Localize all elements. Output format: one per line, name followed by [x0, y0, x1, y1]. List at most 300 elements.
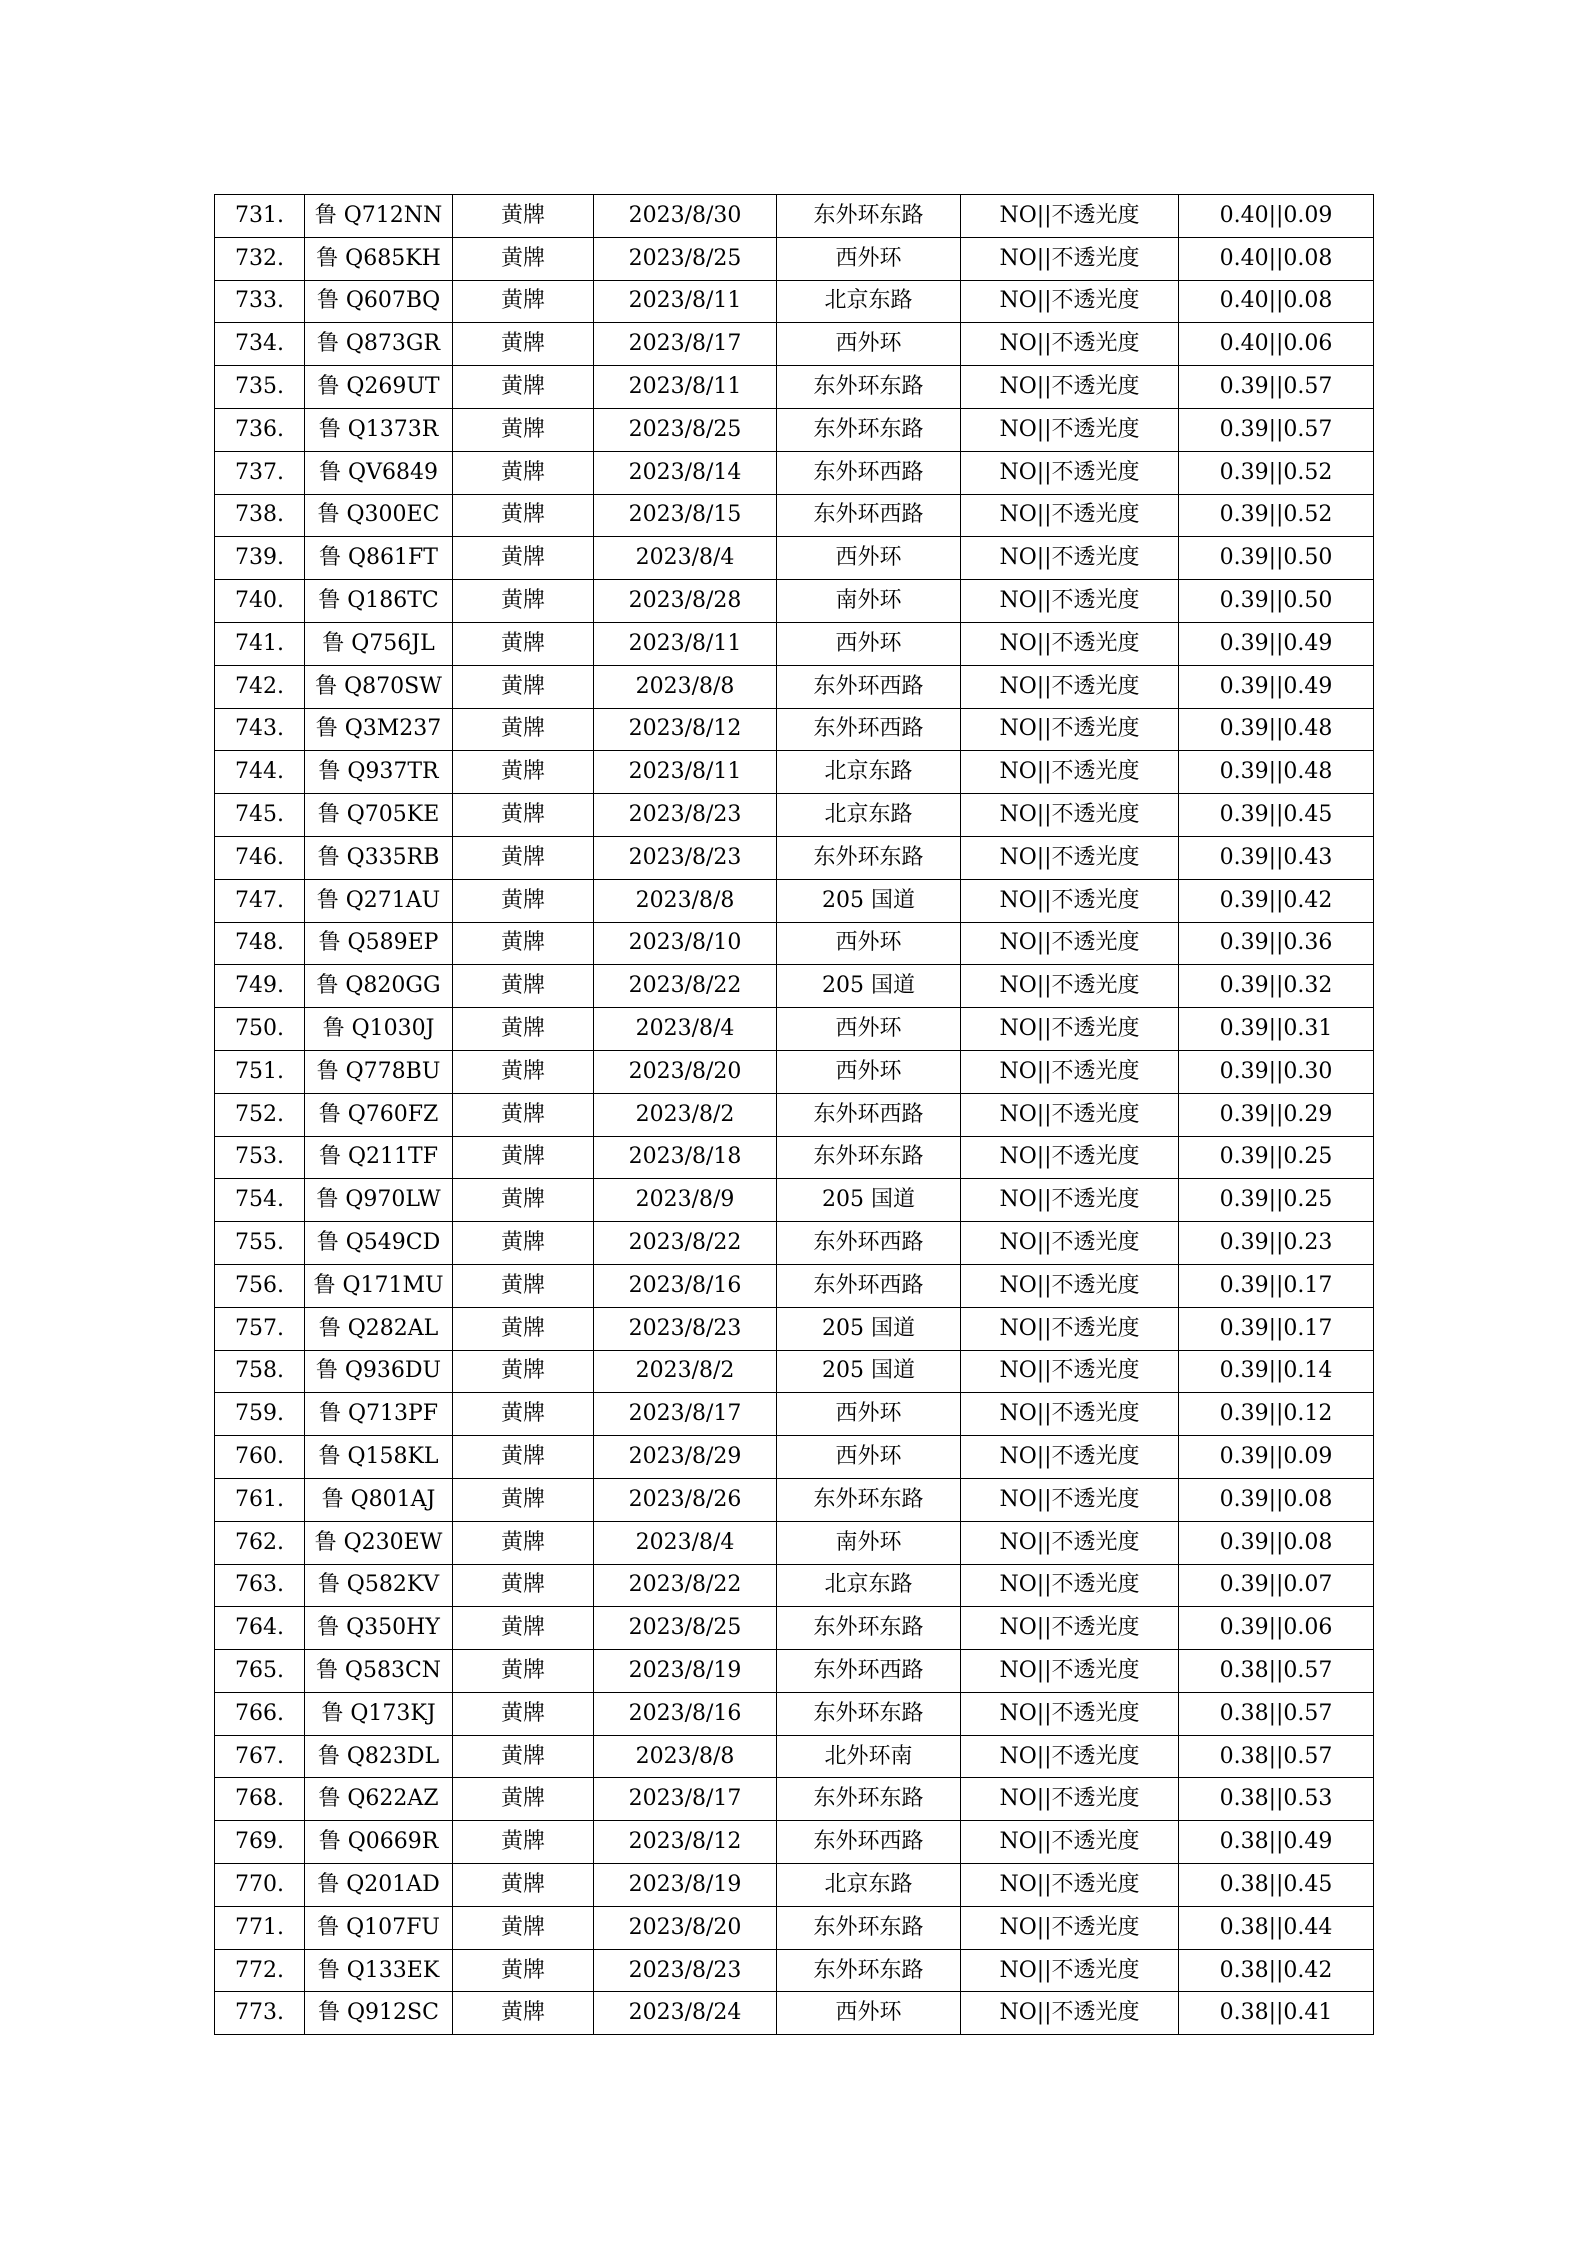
- row-index-cell: 737.: [215, 451, 305, 494]
- test-item-cell: NO||不透光度: [961, 580, 1179, 623]
- test-value-cell: 0.39||0.32: [1179, 965, 1374, 1008]
- test-item-cell: NO||不透光度: [961, 366, 1179, 409]
- test-item-cell: NO||不透光度: [961, 794, 1179, 837]
- location-cell: 北京东路: [777, 1564, 961, 1607]
- date-cell: 2023/8/12: [594, 1821, 777, 1864]
- plate-number-cell: 鲁 Q937TR: [305, 751, 453, 794]
- table-row: [215, 965, 1374, 1008]
- row-index-cell: 772.: [215, 1949, 305, 1992]
- date-cell: 2023/8/15: [594, 494, 777, 537]
- location-cell: 北京东路: [777, 794, 961, 837]
- test-item-cell: NO||不透光度: [961, 408, 1179, 451]
- plate-number-cell: 鲁 Q0669R: [305, 1821, 453, 1864]
- table-row: [215, 922, 1374, 965]
- records-table: [214, 194, 1374, 2035]
- date-cell: 2023/8/11: [594, 751, 777, 794]
- plate-number-cell: 鲁 Q582KV: [305, 1564, 453, 1607]
- plate-number-cell: 鲁 Q133EK: [305, 1949, 453, 1992]
- test-value-cell: 0.39||0.29: [1179, 1093, 1374, 1136]
- test-value-cell: 0.40||0.06: [1179, 323, 1374, 366]
- row-index-cell: 752.: [215, 1093, 305, 1136]
- plate-color-cell: 黄牌: [453, 580, 594, 623]
- date-cell: 2023/8/22: [594, 965, 777, 1008]
- date-cell: 2023/8/11: [594, 622, 777, 665]
- test-item-cell: NO||不透光度: [961, 537, 1179, 580]
- date-cell: 2023/8/9: [594, 1179, 777, 1222]
- plate-number-cell: 鲁 Q271AU: [305, 879, 453, 922]
- row-index-cell: 744.: [215, 751, 305, 794]
- row-index-cell: 758.: [215, 1350, 305, 1393]
- row-index-cell: 741.: [215, 622, 305, 665]
- test-value-cell: 0.39||0.36: [1179, 922, 1374, 965]
- test-value-cell: 0.39||0.08: [1179, 1478, 1374, 1521]
- location-cell: 东外环西路: [777, 1093, 961, 1136]
- plate-number-cell: 鲁 Q622AZ: [305, 1778, 453, 1821]
- location-cell: 西外环: [777, 622, 961, 665]
- test-item-cell: NO||不透光度: [961, 836, 1179, 879]
- table-row: [215, 1478, 1374, 1521]
- row-index-cell: 768.: [215, 1778, 305, 1821]
- plate-number-cell: 鲁 Q912SC: [305, 1992, 453, 2035]
- test-value-cell: 0.38||0.41: [1179, 1992, 1374, 2035]
- plate-color-cell: 黄牌: [453, 237, 594, 280]
- plate-color-cell: 黄牌: [453, 1564, 594, 1607]
- test-item-cell: NO||不透光度: [961, 965, 1179, 1008]
- row-index-cell: 762.: [215, 1521, 305, 1564]
- table-row: [215, 408, 1374, 451]
- test-item-cell: NO||不透光度: [961, 751, 1179, 794]
- table-row: [215, 879, 1374, 922]
- table-row: [215, 622, 1374, 665]
- test-item-cell: NO||不透光度: [961, 1008, 1179, 1051]
- location-cell: 北外环南: [777, 1735, 961, 1778]
- table-row: [215, 794, 1374, 837]
- plate-color-cell: 黄牌: [453, 280, 594, 323]
- table-row: [215, 1650, 1374, 1693]
- table-row: [215, 1778, 1374, 1821]
- table-row: [215, 451, 1374, 494]
- test-value-cell: 0.38||0.57: [1179, 1692, 1374, 1735]
- date-cell: 2023/8/4: [594, 1008, 777, 1051]
- row-index-cell: 732.: [215, 237, 305, 280]
- test-value-cell: 0.38||0.53: [1179, 1778, 1374, 1821]
- plate-number-cell: 鲁 Q589EP: [305, 922, 453, 965]
- table-row: [215, 1821, 1374, 1864]
- table-row: [215, 1992, 1374, 2035]
- date-cell: 2023/8/12: [594, 708, 777, 751]
- plate-number-cell: 鲁 Q1030J: [305, 1008, 453, 1051]
- test-value-cell: 0.39||0.23: [1179, 1222, 1374, 1265]
- row-index-cell: 755.: [215, 1222, 305, 1265]
- test-item-cell: NO||不透光度: [961, 1179, 1179, 1222]
- test-item-cell: NO||不透光度: [961, 323, 1179, 366]
- plate-number-cell: 鲁 Q712NN: [305, 195, 453, 238]
- date-cell: 2023/8/16: [594, 1264, 777, 1307]
- date-cell: 2023/8/17: [594, 323, 777, 366]
- location-cell: 东外环东路: [777, 195, 961, 238]
- test-value-cell: 0.38||0.49: [1179, 1821, 1374, 1864]
- row-index-cell: 745.: [215, 794, 305, 837]
- test-item-cell: NO||不透光度: [961, 1864, 1179, 1907]
- location-cell: 东外环西路: [777, 665, 961, 708]
- table-row: [215, 1864, 1374, 1907]
- location-cell: 西外环: [777, 1050, 961, 1093]
- plate-color-cell: 黄牌: [453, 1393, 594, 1436]
- row-index-cell: 739.: [215, 537, 305, 580]
- plate-number-cell: 鲁 Q282AL: [305, 1307, 453, 1350]
- table-row: [215, 195, 1374, 238]
- date-cell: 2023/8/23: [594, 1949, 777, 1992]
- test-item-cell: NO||不透光度: [961, 622, 1179, 665]
- date-cell: 2023/8/19: [594, 1864, 777, 1907]
- date-cell: 2023/8/22: [594, 1564, 777, 1607]
- location-cell: 东外环西路: [777, 1222, 961, 1265]
- test-item-cell: NO||不透光度: [961, 1564, 1179, 1607]
- plate-color-cell: 黄牌: [453, 323, 594, 366]
- plate-number-cell: 鲁 Q1373R: [305, 408, 453, 451]
- test-item-cell: NO||不透光度: [961, 237, 1179, 280]
- row-index-cell: 759.: [215, 1393, 305, 1436]
- plate-color-cell: 黄牌: [453, 1136, 594, 1179]
- date-cell: 2023/8/30: [594, 195, 777, 238]
- plate-color-cell: 黄牌: [453, 622, 594, 665]
- table-row: [215, 1093, 1374, 1136]
- location-cell: 东外环东路: [777, 1906, 961, 1949]
- plate-color-cell: 黄牌: [453, 1264, 594, 1307]
- plate-color-cell: 黄牌: [453, 1521, 594, 1564]
- test-item-cell: NO||不透光度: [961, 451, 1179, 494]
- test-value-cell: 0.39||0.31: [1179, 1008, 1374, 1051]
- date-cell: 2023/8/2: [594, 1093, 777, 1136]
- plate-number-cell: 鲁 Q335RB: [305, 836, 453, 879]
- table-row: [215, 494, 1374, 537]
- test-item-cell: NO||不透光度: [961, 1949, 1179, 1992]
- plate-color-cell: 黄牌: [453, 195, 594, 238]
- row-index-cell: 761.: [215, 1478, 305, 1521]
- table-row: [215, 1179, 1374, 1222]
- table-row: [215, 237, 1374, 280]
- row-index-cell: 771.: [215, 1906, 305, 1949]
- plate-number-cell: 鲁 Q158KL: [305, 1436, 453, 1479]
- location-cell: 205 国道: [777, 1179, 961, 1222]
- plate-number-cell: 鲁 Q778BU: [305, 1050, 453, 1093]
- test-value-cell: 0.39||0.30: [1179, 1050, 1374, 1093]
- test-value-cell: 0.39||0.49: [1179, 665, 1374, 708]
- table-row: [215, 1050, 1374, 1093]
- plate-color-cell: 黄牌: [453, 1650, 594, 1693]
- test-value-cell: 0.39||0.48: [1179, 708, 1374, 751]
- location-cell: 西外环: [777, 323, 961, 366]
- date-cell: 2023/8/2: [594, 1350, 777, 1393]
- test-value-cell: 0.38||0.45: [1179, 1864, 1374, 1907]
- date-cell: 2023/8/20: [594, 1050, 777, 1093]
- plate-color-cell: 黄牌: [453, 366, 594, 409]
- location-cell: 东外环东路: [777, 366, 961, 409]
- row-index-cell: 769.: [215, 1821, 305, 1864]
- plate-number-cell: 鲁 Q3M237: [305, 708, 453, 751]
- test-item-cell: NO||不透光度: [961, 1821, 1179, 1864]
- location-cell: 东外环东路: [777, 1949, 961, 1992]
- location-cell: 东外环西路: [777, 708, 961, 751]
- plate-color-cell: 黄牌: [453, 1478, 594, 1521]
- location-cell: 东外环东路: [777, 1778, 961, 1821]
- plate-color-cell: 黄牌: [453, 1821, 594, 1864]
- row-index-cell: 748.: [215, 922, 305, 965]
- row-index-cell: 763.: [215, 1564, 305, 1607]
- date-cell: 2023/8/24: [594, 1992, 777, 2035]
- plate-number-cell: 鲁 Q823DL: [305, 1735, 453, 1778]
- location-cell: 东外环东路: [777, 1692, 961, 1735]
- table-row: [215, 1692, 1374, 1735]
- plate-color-cell: 黄牌: [453, 1607, 594, 1650]
- row-index-cell: 740.: [215, 580, 305, 623]
- date-cell: 2023/8/10: [594, 922, 777, 965]
- date-cell: 2023/8/23: [594, 836, 777, 879]
- location-cell: 西外环: [777, 237, 961, 280]
- table-row: [215, 1222, 1374, 1265]
- test-item-cell: NO||不透光度: [961, 1136, 1179, 1179]
- test-item-cell: NO||不透光度: [961, 922, 1179, 965]
- test-item-cell: NO||不透光度: [961, 1906, 1179, 1949]
- plate-color-cell: 黄牌: [453, 1222, 594, 1265]
- test-value-cell: 0.38||0.57: [1179, 1650, 1374, 1693]
- test-value-cell: 0.39||0.57: [1179, 366, 1374, 409]
- row-index-cell: 734.: [215, 323, 305, 366]
- date-cell: 2023/8/25: [594, 1607, 777, 1650]
- plate-number-cell: 鲁 Q300EC: [305, 494, 453, 537]
- plate-number-cell: 鲁 Q107FU: [305, 1906, 453, 1949]
- table-row: [215, 1393, 1374, 1436]
- date-cell: 2023/8/26: [594, 1478, 777, 1521]
- test-value-cell: 0.39||0.17: [1179, 1264, 1374, 1307]
- plate-number-cell: 鲁 Q549CD: [305, 1222, 453, 1265]
- plate-color-cell: 黄牌: [453, 451, 594, 494]
- test-item-cell: NO||不透光度: [961, 1093, 1179, 1136]
- table-row: [215, 537, 1374, 580]
- test-item-cell: NO||不透光度: [961, 665, 1179, 708]
- test-item-cell: NO||不透光度: [961, 1307, 1179, 1350]
- row-index-cell: 750.: [215, 1008, 305, 1051]
- test-value-cell: 0.39||0.09: [1179, 1436, 1374, 1479]
- location-cell: 西外环: [777, 1436, 961, 1479]
- location-cell: 北京东路: [777, 751, 961, 794]
- row-index-cell: 754.: [215, 1179, 305, 1222]
- date-cell: 2023/8/28: [594, 580, 777, 623]
- table-row: [215, 323, 1374, 366]
- date-cell: 2023/8/29: [594, 1436, 777, 1479]
- test-value-cell: 0.39||0.14: [1179, 1350, 1374, 1393]
- location-cell: 西外环: [777, 1992, 961, 2035]
- test-item-cell: NO||不透光度: [961, 708, 1179, 751]
- plate-number-cell: 鲁 Q870SW: [305, 665, 453, 708]
- test-item-cell: NO||不透光度: [961, 1264, 1179, 1307]
- plate-number-cell: 鲁 Q201AD: [305, 1864, 453, 1907]
- table-row: [215, 1136, 1374, 1179]
- test-value-cell: 0.39||0.43: [1179, 836, 1374, 879]
- plate-color-cell: 黄牌: [453, 494, 594, 537]
- table-row: [215, 708, 1374, 751]
- row-index-cell: 735.: [215, 366, 305, 409]
- location-cell: 北京东路: [777, 280, 961, 323]
- plate-color-cell: 黄牌: [453, 1864, 594, 1907]
- plate-color-cell: 黄牌: [453, 408, 594, 451]
- plate-color-cell: 黄牌: [453, 1906, 594, 1949]
- date-cell: 2023/8/18: [594, 1136, 777, 1179]
- row-index-cell: 753.: [215, 1136, 305, 1179]
- location-cell: 东外环西路: [777, 451, 961, 494]
- location-cell: 北京东路: [777, 1864, 961, 1907]
- row-index-cell: 751.: [215, 1050, 305, 1093]
- location-cell: 东外环西路: [777, 1821, 961, 1864]
- row-index-cell: 770.: [215, 1864, 305, 1907]
- test-value-cell: 0.39||0.57: [1179, 408, 1374, 451]
- date-cell: 2023/8/22: [594, 1222, 777, 1265]
- test-value-cell: 0.39||0.17: [1179, 1307, 1374, 1350]
- plate-color-cell: 黄牌: [453, 794, 594, 837]
- plate-color-cell: 黄牌: [453, 751, 594, 794]
- test-value-cell: 0.38||0.44: [1179, 1906, 1374, 1949]
- row-index-cell: 747.: [215, 879, 305, 922]
- location-cell: 205 国道: [777, 879, 961, 922]
- test-item-cell: NO||不透光度: [961, 1478, 1179, 1521]
- test-item-cell: NO||不透光度: [961, 1607, 1179, 1650]
- table-row: [215, 366, 1374, 409]
- plate-color-cell: 黄牌: [453, 1949, 594, 1992]
- table-row: [215, 751, 1374, 794]
- plate-color-cell: 黄牌: [453, 1692, 594, 1735]
- plate-color-cell: 黄牌: [453, 1179, 594, 1222]
- plate-number-cell: 鲁 Q186TC: [305, 580, 453, 623]
- test-value-cell: 0.39||0.12: [1179, 1393, 1374, 1436]
- plate-color-cell: 黄牌: [453, 1350, 594, 1393]
- table-row: [215, 1264, 1374, 1307]
- test-value-cell: 0.40||0.09: [1179, 195, 1374, 238]
- date-cell: 2023/8/14: [594, 451, 777, 494]
- plate-color-cell: 黄牌: [453, 1436, 594, 1479]
- plate-number-cell: 鲁 Q705KE: [305, 794, 453, 837]
- test-value-cell: 0.40||0.08: [1179, 237, 1374, 280]
- date-cell: 2023/8/17: [594, 1778, 777, 1821]
- test-value-cell: 0.39||0.42: [1179, 879, 1374, 922]
- location-cell: 西外环: [777, 1008, 961, 1051]
- plate-number-cell: 鲁 Q820GG: [305, 965, 453, 1008]
- plate-number-cell: 鲁 Q873GR: [305, 323, 453, 366]
- location-cell: 南外环: [777, 580, 961, 623]
- table-row: [215, 1906, 1374, 1949]
- row-index-cell: 749.: [215, 965, 305, 1008]
- test-item-cell: NO||不透光度: [961, 1735, 1179, 1778]
- test-item-cell: NO||不透光度: [961, 280, 1179, 323]
- plate-number-cell: 鲁 Q269UT: [305, 366, 453, 409]
- plate-number-cell: 鲁 Q760FZ: [305, 1093, 453, 1136]
- row-index-cell: 746.: [215, 836, 305, 879]
- plate-color-cell: 黄牌: [453, 1778, 594, 1821]
- date-cell: 2023/8/16: [594, 1692, 777, 1735]
- plate-number-cell: 鲁 Q936DU: [305, 1350, 453, 1393]
- date-cell: 2023/8/11: [594, 366, 777, 409]
- location-cell: 东外环西路: [777, 1264, 961, 1307]
- row-index-cell: 736.: [215, 408, 305, 451]
- plate-number-cell: 鲁 Q350HY: [305, 1607, 453, 1650]
- plate-number-cell: 鲁 Q230EW: [305, 1521, 453, 1564]
- table-row: [215, 580, 1374, 623]
- row-index-cell: 766.: [215, 1692, 305, 1735]
- plate-number-cell: 鲁 Q861FT: [305, 537, 453, 580]
- test-value-cell: 0.39||0.50: [1179, 537, 1374, 580]
- test-value-cell: 0.39||0.45: [1179, 794, 1374, 837]
- table-row: [215, 1436, 1374, 1479]
- row-index-cell: 743.: [215, 708, 305, 751]
- plate-color-cell: 黄牌: [453, 1050, 594, 1093]
- plate-number-cell: 鲁 Q173KJ: [305, 1692, 453, 1735]
- row-index-cell: 738.: [215, 494, 305, 537]
- location-cell: 205 国道: [777, 1307, 961, 1350]
- test-item-cell: NO||不透光度: [961, 1521, 1179, 1564]
- date-cell: 2023/8/8: [594, 665, 777, 708]
- row-index-cell: 756.: [215, 1264, 305, 1307]
- plate-number-cell: 鲁 Q583CN: [305, 1650, 453, 1693]
- date-cell: 2023/8/4: [594, 537, 777, 580]
- test-item-cell: NO||不透光度: [961, 879, 1179, 922]
- date-cell: 2023/8/8: [594, 1735, 777, 1778]
- test-value-cell: 0.39||0.06: [1179, 1607, 1374, 1650]
- table-row: [215, 1564, 1374, 1607]
- plate-color-cell: 黄牌: [453, 922, 594, 965]
- test-value-cell: 0.39||0.49: [1179, 622, 1374, 665]
- location-cell: 东外环东路: [777, 1136, 961, 1179]
- table-row: [215, 836, 1374, 879]
- test-item-cell: NO||不透光度: [961, 1778, 1179, 1821]
- plate-number-cell: 鲁 Q685KH: [305, 237, 453, 280]
- date-cell: 2023/8/23: [594, 1307, 777, 1350]
- table-row: [215, 1307, 1374, 1350]
- row-index-cell: 773.: [215, 1992, 305, 2035]
- plate-color-cell: 黄牌: [453, 1307, 594, 1350]
- plate-number-cell: 鲁 QV6849: [305, 451, 453, 494]
- test-item-cell: NO||不透光度: [961, 494, 1179, 537]
- table-row: [215, 1008, 1374, 1051]
- test-item-cell: NO||不透光度: [961, 1992, 1179, 2035]
- records-table-body: [215, 195, 1374, 2035]
- table-row: [215, 1735, 1374, 1778]
- test-item-cell: NO||不透光度: [961, 195, 1179, 238]
- test-value-cell: 0.38||0.57: [1179, 1735, 1374, 1778]
- test-value-cell: 0.39||0.08: [1179, 1521, 1374, 1564]
- location-cell: 南外环: [777, 1521, 961, 1564]
- row-index-cell: 733.: [215, 280, 305, 323]
- plate-color-cell: 黄牌: [453, 537, 594, 580]
- row-index-cell: 760.: [215, 1436, 305, 1479]
- plate-number-cell: 鲁 Q801AJ: [305, 1478, 453, 1521]
- plate-color-cell: 黄牌: [453, 965, 594, 1008]
- date-cell: 2023/8/17: [594, 1393, 777, 1436]
- row-index-cell: 757.: [215, 1307, 305, 1350]
- location-cell: 东外环西路: [777, 1650, 961, 1693]
- test-value-cell: 0.40||0.08: [1179, 280, 1374, 323]
- plate-color-cell: 黄牌: [453, 1992, 594, 2035]
- test-value-cell: 0.39||0.52: [1179, 494, 1374, 537]
- plate-number-cell: 鲁 Q171MU: [305, 1264, 453, 1307]
- date-cell: 2023/8/4: [594, 1521, 777, 1564]
- test-value-cell: 0.39||0.25: [1179, 1179, 1374, 1222]
- test-value-cell: 0.39||0.07: [1179, 1564, 1374, 1607]
- table-row: [215, 1521, 1374, 1564]
- test-item-cell: NO||不透光度: [961, 1692, 1179, 1735]
- location-cell: 东外环东路: [777, 836, 961, 879]
- plate-number-cell: 鲁 Q756JL: [305, 622, 453, 665]
- plate-color-cell: 黄牌: [453, 1008, 594, 1051]
- location-cell: 西外环: [777, 922, 961, 965]
